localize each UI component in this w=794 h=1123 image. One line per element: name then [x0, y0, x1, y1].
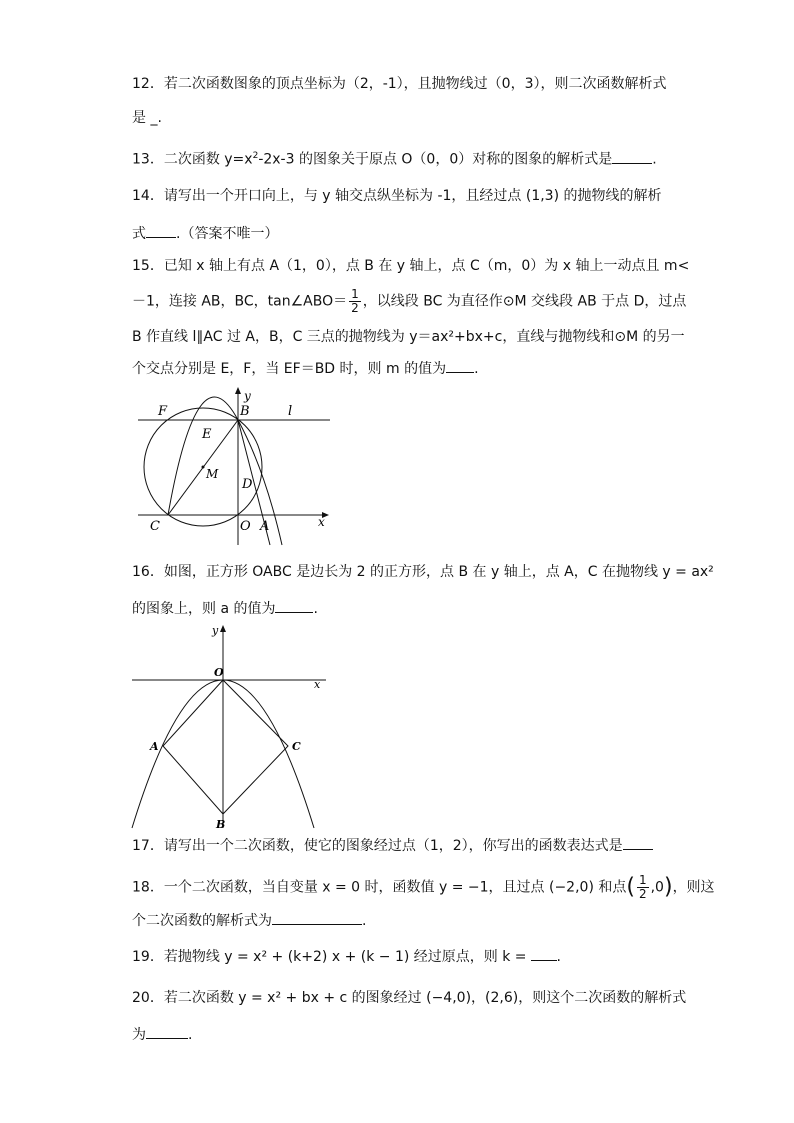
q14-line2-a: 式	[132, 226, 146, 242]
q17-text: 17．请写出一个二次函数，使它的图象经过点（1，2），你写出的函数表达式是	[132, 838, 623, 854]
q20-line2-b: .	[188, 1027, 193, 1043]
q15-line2-a: －1，连接 AB，BC，tan∠ABO＝	[132, 293, 348, 310]
q15-answer-blank[interactable]	[446, 358, 474, 373]
q18-answer-blank[interactable]	[272, 910, 362, 925]
q15-label-c: C	[150, 519, 160, 534]
q19-answer-blank[interactable]	[531, 946, 557, 961]
q15-label-y: y	[244, 389, 251, 403]
q15-line1: 15．已知 x 轴上有点 A（1，0），点 B 在 y 轴上，点 C（m，0）为 x 轴上一动点且 m<	[132, 258, 690, 274]
q14-answer-blank[interactable]	[146, 223, 176, 238]
q15-fraction: $\frac{1}{2}$	[351, 287, 359, 315]
q15-line3: B 作直线 l∥AC 过 A，B，C 三点的抛物线为 y＝ax²+bx+c，直线与抛物线和⊙M 的另一	[132, 329, 685, 345]
q15-label-d: D	[242, 477, 253, 492]
q16-label-c: C	[292, 740, 301, 753]
q15-line2-b: ，以线段 BC 为直径作⊙M 交线段 AB 于点 D，过点	[362, 293, 687, 310]
q18-line2-a: 个二次函数的解析式为	[132, 913, 272, 929]
q18-fraction: $\frac{1}{2}$	[638, 873, 647, 901]
q17-line1	[132, 835, 653, 856]
q16-label-y: y	[212, 624, 219, 637]
q16-square-oabc	[163, 680, 288, 814]
q20-line2	[132, 1024, 192, 1045]
q15-line4-b: .	[474, 361, 479, 377]
q16-line2	[132, 598, 318, 619]
q16-line2-b: .	[313, 601, 318, 617]
q15-label-a: A	[260, 519, 270, 534]
q15-y-arrow	[235, 387, 241, 394]
q18-line2-b: .	[362, 913, 367, 929]
q20-line2-a: 为	[132, 1027, 146, 1043]
q16-line2-a: 的图象上，则 a 的值为	[132, 601, 276, 617]
q15-line2	[132, 288, 686, 315]
q15-line4	[132, 358, 479, 379]
q18-line2	[132, 910, 366, 931]
q16-label-a: A	[150, 740, 159, 753]
q13-answer-blank[interactable]	[612, 149, 652, 164]
q18-line1: 18．一个二次函数，当自变量 x = 0 时，函数值 y = −1，且过点 (−2,0) 和点( $\frac{1}{2}$ ,0)，则这	[132, 873, 715, 901]
q14-line1: 14．请写出一个开口向上，与 y 轴交点纵坐标为 -1，且经过点 (1,3) 的抛物线的解析	[132, 188, 662, 204]
q16-figure	[128, 622, 334, 830]
q20-line1: 20．若二次函数 y = x² + bx + c 的图象经过 (−4,0)，(2,6)，则这个二次函数的解析式	[132, 990, 687, 1006]
q14-line2	[132, 223, 278, 244]
q16-label-b: B	[216, 818, 226, 830]
q18-line1-a: 18．一个二次函数，当自变量 x = 0 时，函数值 y = −1，且过点 (−2,0) 和点	[132, 879, 627, 896]
q13-sup: 2	[252, 151, 259, 161]
q17-answer-blank[interactable]	[623, 835, 653, 850]
q15-label-o: O	[240, 519, 251, 534]
q14-line2-b: .（答案不唯一）	[176, 226, 279, 242]
q13-prefix: 13．二次函数 y=x	[132, 151, 253, 168]
q15-line4-a: 个交点分别是 E，F，当 EF＝BD 时，则 m 的值为	[132, 361, 447, 377]
q12-line1: 12．若二次函数图象的顶点坐标为（2，-1），且抛物线过（0，3），则二次函数解析式	[132, 76, 667, 92]
q20-answer-blank[interactable]	[146, 1024, 188, 1039]
q13-suffix: -2x-3 的图象关于原点 O（0，0）对称的图象的解析式是	[258, 151, 613, 168]
q15-label-l: l	[288, 404, 293, 419]
q15-point-m	[202, 466, 205, 469]
q19-line1-b: .	[556, 949, 561, 965]
q19-line1	[132, 946, 561, 967]
q18-line1-b: ，则这	[672, 879, 715, 896]
q15-label-x: x	[318, 515, 325, 529]
q16-label-x: x	[314, 678, 321, 691]
q15-label-f: F	[158, 404, 168, 419]
q12-line2: 是 _.	[132, 110, 162, 126]
q16-label-o: O	[214, 666, 224, 679]
q15-label-m: M	[206, 467, 219, 481]
q15-label-e: E	[202, 427, 212, 442]
q13-line	[132, 146, 657, 170]
q16-answer-blank[interactable]	[275, 598, 313, 613]
q15-figure	[130, 385, 340, 550]
q16-y-arrow	[220, 625, 226, 632]
q15-label-b: B	[240, 404, 250, 419]
q13-end: .	[652, 151, 657, 168]
q19-line1-a: 19．若抛物线 y = x² + (k+2) x + (k − 1) 经过原点，则 k =	[132, 949, 527, 965]
q16-line1: 16．如图，正方形 OABC 是边长为 2 的正方形，点 B 在 y 轴上，点 A，C 在抛物线 y = ax²	[132, 564, 714, 580]
